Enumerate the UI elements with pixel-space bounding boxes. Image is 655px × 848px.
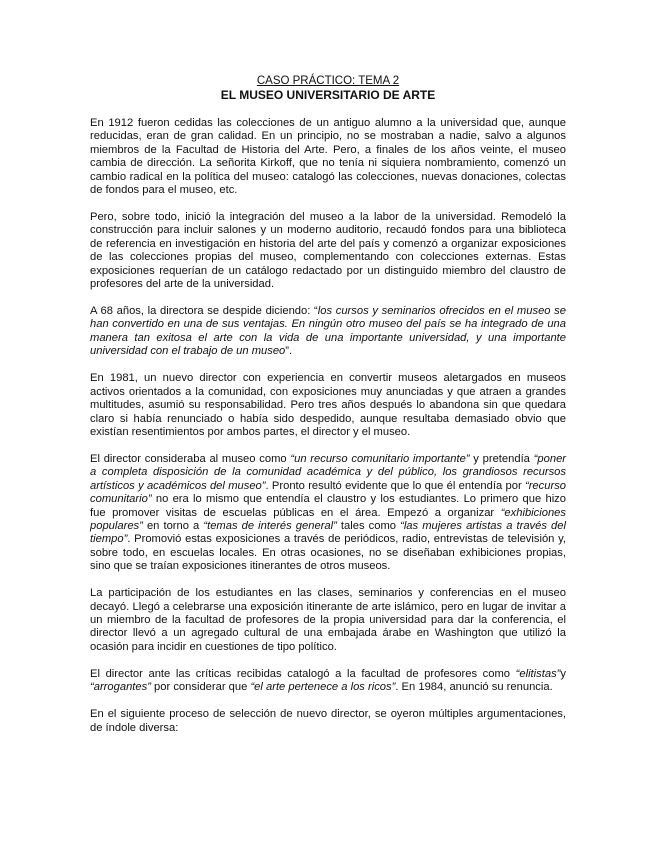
italic-quote-run: “el arte pertenece a los ricos” (250, 681, 396, 694)
italic-quote-run: “arrogantes” (90, 681, 151, 694)
paragraph-3-quote (90, 305, 566, 359)
case-study-subtitle: CASO PRÁCTICO: TEMA 2 (256, 75, 400, 87)
paragraph-4 (90, 372, 566, 439)
text-run: en torno a (142, 519, 204, 532)
text-run: . Promovió estas exposiciones a través de periódicos, radio, entrevistas de televisión y, sobre todo, en escuelas locales. En otras ocasiones, no se diseñaban exhibiciones propias, sino que se traían exposiciones itinerantes de otros museos. (90, 533, 566, 573)
paragraph-1 (90, 117, 566, 197)
text-run: El director consideraba al museo como (90, 452, 291, 465)
text-run: La participación de los estudiantes en las clases, seminarios y conferencias en el museo decayó. Llegó a celebrarse una exposición itinerante de arte islámico, pero en lugar de invitar a un miembro de la facultad de profesores de la propia universidad para dar la conferencia, el director llevó a un agregado cultural de una embajada árabe en Washington que utilizó la ocasión para incidir en cuestiones de tipo político. (90, 587, 566, 653)
document-header (90, 74, 566, 103)
italic-quote-run: “elitistas” (515, 667, 561, 680)
italic-quote-run: “las mujeres artistas a través del tiempo” (90, 519, 566, 546)
italic-quote-run: “poner a completa disposición de la comunidad académica y del público, los grandiosos recursos artísticos y académicos del museo” (90, 452, 567, 492)
text-run: . En 1984, anunció su renuncia. (395, 681, 553, 694)
paragraph-2 (90, 211, 566, 291)
text-run: ”. (285, 345, 293, 358)
text-run: En 1981, un nuevo director con experiencia en convertir museos aletargados en museos activos orientados a la comunidad, con exposiciones muy anunciadas y que atraen a grandes multitudes, asumió su responsabilidad. Pero tres años después lo abandona sin que quedara claro si había renunciado o había sido despedido, aunque resultaba demasiado obvio que existían resentimientos por ambos partes, el director y el museo. (90, 372, 566, 438)
text-run: Pero, sobre todo, inició la integración del museo a la labor de la universidad. Remodeló la construcción para incluir salones y un moderno auditorio, recaudó fondos para una biblioteca de referencia en investigación en historia del arte del país y comenzó a organizar exposiciones de las colecciones propias del museo, complementando con colecciones externas. Estas exposiciones requerían de un catálogo redactado por un distinguido miembro del claustro de profesores del arte de la universidad. (90, 211, 566, 291)
text-run: El director ante las críticas recibidas catalogó a la facultad de profesores como (90, 667, 516, 680)
text-run: y pretendía (469, 452, 534, 465)
italic-quote-run: “un recurso comunitario importante” (290, 452, 470, 465)
text-run: En el siguiente proceso de selección de nuevo director, se oyeron múltiples argumentaciones, de índole diversa: (90, 708, 566, 734)
text-run: tales como (336, 519, 401, 532)
paragraph-5 (90, 453, 566, 574)
document-title: EL MUSEO UNIVERSITARIO DE ARTE (220, 88, 436, 102)
paragraph-7 (90, 668, 566, 695)
text-run: A 68 años, la directora se despide diciendo: “ (90, 305, 318, 318)
text-run: por considerar que (150, 681, 251, 694)
text-run: En 1912 fueron cedidas las colecciones de un antiguo alumno a la universidad que, aunque reducidas, eran de gran calidad. En un principio, no se mostraban a nadie, salvo a algunos miembros de la Facultad de Historia del Arte. Pero, a finales de los años veinte, el museo cambia de dirección. La señorita Kirkoff, que no tenía ni siquiera nombramiento, comenzó un cambio radical en la política del museo: catalogó las colecciones, nuevas donaciones, colectas de fondos para el museo, etc. (90, 117, 566, 197)
italic-quote-run: “temas de interés general” (203, 519, 337, 532)
text-run: y (560, 667, 566, 680)
paragraph-6 (90, 587, 566, 654)
italic-quote-run: “exhibiciones populares” (90, 506, 566, 532)
text-run: no era lo mismo que entendía el claustro y los estudiantes. Lo primero que hizo fue promover visitas de escuelas públicas en el área. Empezó a organizar (90, 493, 566, 519)
italic-quote-run: “recurso comunitario” (90, 479, 567, 506)
text-run: . Pronto resultó evidente que lo que él entendía por (265, 479, 525, 492)
paragraph-8 (90, 708, 566, 735)
italic-quote-run: los cursos y seminarios ofrecidos en el museo se han convertido en una de sus ventajas. En ningún otro museo del país se ha integrado de una manera tan exitosa el arte con la vida de una importante universidad, y una importante universidad con el trabajo de un museo (90, 305, 566, 358)
document-page (90, 74, 566, 749)
